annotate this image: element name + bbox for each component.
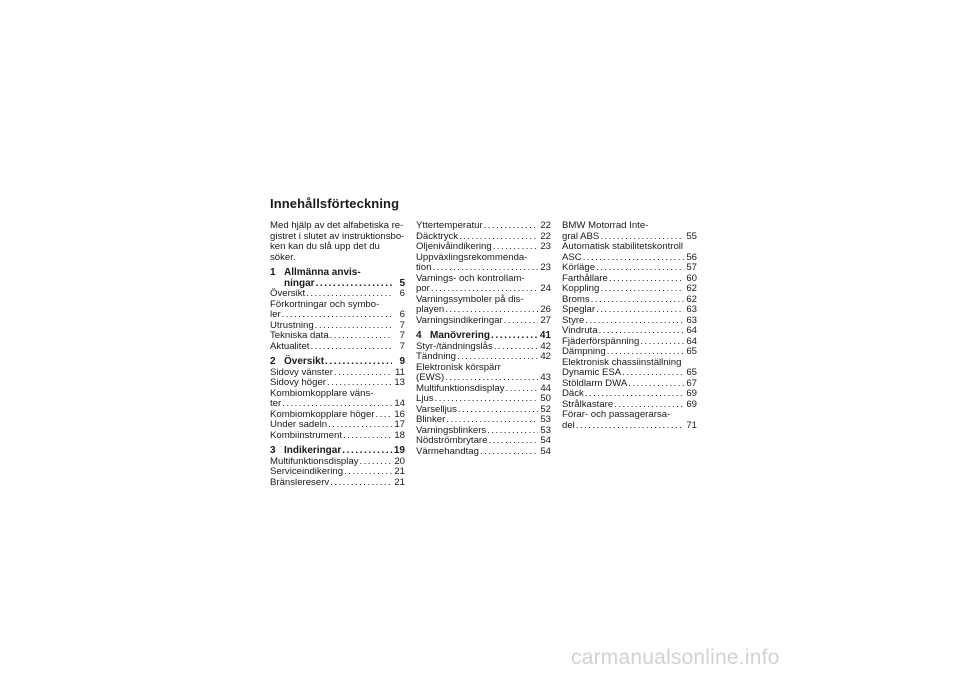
toc-column-3 xyxy=(562,221,697,431)
page-number: 64 xyxy=(686,335,697,347)
entry-title: tion xyxy=(416,262,432,273)
page-number: 22 xyxy=(540,230,551,242)
toc-entry[interactable] xyxy=(270,478,405,489)
entry-title-line: Kombiomkopplare väns- xyxy=(270,387,374,399)
toc-entry[interactable] xyxy=(270,431,405,442)
dot-leader xyxy=(506,384,538,395)
dot-leader xyxy=(596,263,684,274)
dot-leader xyxy=(360,457,392,468)
entry-title: ter xyxy=(270,398,282,409)
dot-leader xyxy=(576,421,684,432)
entry-title: Koppling xyxy=(562,283,600,294)
chapter-title: Översikt xyxy=(284,356,325,367)
entry-title: Värmehandtag xyxy=(416,445,479,457)
toc-entry[interactable] xyxy=(416,394,551,405)
dot-leader xyxy=(504,316,538,327)
dot-leader xyxy=(494,342,538,353)
toc-entry[interactable] xyxy=(270,378,405,389)
page-number: 22 xyxy=(540,220,551,231)
page-title: Innehållsförteckning xyxy=(270,196,400,211)
page-number: 21 xyxy=(394,476,405,488)
toc-entry[interactable] xyxy=(416,274,551,295)
dot-leader xyxy=(480,447,538,458)
dot-leader xyxy=(585,316,684,327)
dot-leader xyxy=(282,399,392,410)
toc-entry[interactable] xyxy=(562,305,697,316)
toc-entry[interactable] xyxy=(270,389,405,410)
entry-title: por xyxy=(416,283,430,294)
entry-title: Sidovy vänster xyxy=(270,366,333,378)
page-number: 71 xyxy=(686,419,697,431)
dot-leader xyxy=(431,284,538,295)
entry-title: Aktualitet xyxy=(270,340,310,352)
toc-entry[interactable] xyxy=(416,221,551,232)
page-number: 69 xyxy=(686,388,697,399)
toc-entry[interactable] xyxy=(562,389,697,400)
page-number: 16 xyxy=(394,408,405,420)
dot-leader xyxy=(376,410,392,421)
entry-title: Multifunktionsdisplay xyxy=(270,455,359,467)
page-number: 63 xyxy=(686,314,697,326)
entry-title: ler xyxy=(270,309,281,320)
dot-leader xyxy=(491,331,538,342)
toc-column-2 xyxy=(416,221,551,457)
page-number: 7 xyxy=(399,330,405,341)
page-number: 67 xyxy=(686,377,697,389)
page-number: 69 xyxy=(686,398,697,410)
entry-title: Vindruta xyxy=(562,325,598,336)
chapter-2-entries xyxy=(270,368,405,442)
page-number: 43 xyxy=(540,372,551,383)
entry-title: Däcktryck xyxy=(416,230,459,242)
entry-title: Farthållare xyxy=(562,272,608,284)
chapter-1-heading[interactable] xyxy=(270,268,405,289)
page-number: 14 xyxy=(394,398,405,409)
entry-title: (EWS) xyxy=(416,372,445,383)
page-number: 5 xyxy=(399,277,405,289)
entry-title: Bränslereserv xyxy=(270,476,330,488)
page-number: 65 xyxy=(686,367,697,378)
chapter-number: 3 xyxy=(270,445,276,456)
toc-column-1 xyxy=(270,221,405,488)
toc-entry[interactable] xyxy=(270,300,405,321)
toc-entry[interactable] xyxy=(562,263,697,274)
entry-title-line: BMW Motorrad Inte- xyxy=(562,220,649,231)
chapter-1-entries xyxy=(270,289,405,352)
page-number: 26 xyxy=(540,304,551,315)
toc-entry[interactable] xyxy=(416,363,551,384)
toc-entry[interactable] xyxy=(562,410,697,431)
intro-line: ken kan du slå upp det du söker. xyxy=(270,241,380,263)
chapter-title: Indikeringar xyxy=(284,445,342,456)
intro-text xyxy=(270,221,405,263)
entry-title: Multifunktionsdisplay xyxy=(416,382,505,394)
entry-title: Styre xyxy=(562,314,585,326)
page-number: 62 xyxy=(686,293,697,305)
dot-leader xyxy=(458,405,538,416)
entry-title: Varningsblinkers xyxy=(416,424,487,436)
dot-leader xyxy=(330,331,392,342)
entry-title: ASC xyxy=(562,251,582,263)
dot-leader xyxy=(306,289,392,300)
page-number: 63 xyxy=(686,304,697,315)
chapter-3-heading[interactable] xyxy=(270,446,405,457)
toc-entry[interactable] xyxy=(416,447,551,458)
page-number: 18 xyxy=(394,429,405,441)
page-number: 6 xyxy=(399,309,405,320)
dot-leader xyxy=(583,253,684,264)
page-number: 9 xyxy=(399,356,405,367)
intro-line: Med hjälp av det alfabetiska re- xyxy=(270,220,404,231)
dot-leader xyxy=(607,347,684,358)
dot-leader xyxy=(316,279,392,290)
toc-entry[interactable] xyxy=(416,415,551,426)
dot-leader xyxy=(328,420,392,431)
dot-leader xyxy=(325,357,392,368)
page-number: 23 xyxy=(540,262,551,273)
entry-title: gral ABS xyxy=(562,230,600,242)
toc-entry[interactable] xyxy=(562,347,697,358)
page-number: 21 xyxy=(394,466,405,477)
chapter-number: 1 xyxy=(270,267,276,278)
entry-title: Dynamic ESA xyxy=(562,367,622,378)
dot-leader xyxy=(484,221,538,232)
dot-leader xyxy=(609,274,684,285)
page-number: 7 xyxy=(399,319,405,331)
dot-leader xyxy=(600,284,684,295)
dot-leader xyxy=(591,295,684,306)
dot-leader xyxy=(457,352,538,363)
page-number: 57 xyxy=(686,262,697,273)
entry-title-line: Varnings- och kontrollam- xyxy=(416,272,525,284)
watermark: carmanualsonline.info xyxy=(571,646,780,669)
toc-entry[interactable] xyxy=(270,420,405,431)
toc-entry[interactable] xyxy=(562,242,697,263)
dot-leader xyxy=(493,242,538,253)
entry-title-line: Elektronisk chassiinställning xyxy=(562,356,682,368)
dot-leader xyxy=(432,263,538,274)
dot-leader xyxy=(435,394,538,405)
dot-leader xyxy=(640,337,684,348)
page-number: 42 xyxy=(540,340,551,352)
entry-title: Kombiomkopplare höger xyxy=(270,408,375,420)
toc-entry[interactable] xyxy=(416,295,551,316)
entry-title-line: Elektronisk körspärr xyxy=(416,361,501,373)
entry-title: Nödströmbrytare xyxy=(416,435,488,446)
page-number: 50 xyxy=(540,393,551,404)
entry-title: Utrustning xyxy=(270,319,314,331)
entry-title-line: Automatisk stabilitetskontroll xyxy=(562,241,684,252)
toc-entry[interactable] xyxy=(416,352,551,363)
dot-leader xyxy=(334,368,392,379)
chapter-title: Manövrering xyxy=(430,330,491,341)
dot-leader xyxy=(327,378,392,389)
chapter-number: 2 xyxy=(270,356,276,367)
page-number: 42 xyxy=(540,351,551,362)
chapter-title: ningar xyxy=(284,277,315,289)
entry-title: Broms xyxy=(562,293,590,305)
entry-title: Tekniska data xyxy=(270,330,329,341)
entry-title: del xyxy=(562,419,575,431)
dot-leader xyxy=(445,305,538,316)
toc-entry[interactable] xyxy=(270,289,405,300)
page-number: 56 xyxy=(686,251,697,263)
toc-entry[interactable] xyxy=(416,316,551,327)
entry-title-line: Förkortningar och symbo- xyxy=(270,298,380,310)
entry-title: Yttertemperatur xyxy=(416,220,483,231)
toc-entry[interactable] xyxy=(416,253,551,274)
toc-entry[interactable] xyxy=(562,221,697,242)
entry-title: Däck xyxy=(562,388,584,399)
entry-title: Dämpning xyxy=(562,346,606,357)
page-number: 17 xyxy=(394,419,405,430)
page-number: 54 xyxy=(540,435,551,446)
page-number: 11 xyxy=(395,366,405,378)
entry-title: Tändning xyxy=(416,351,457,362)
page-number: 41 xyxy=(539,330,551,341)
dot-leader xyxy=(310,342,392,353)
dot-leader xyxy=(599,326,684,337)
page-number: 19 xyxy=(393,445,405,456)
dot-leader xyxy=(622,368,684,379)
page-number: 7 xyxy=(399,340,405,352)
page-number: 52 xyxy=(540,403,551,415)
page-number: 53 xyxy=(540,424,551,436)
dot-leader xyxy=(628,379,684,390)
entry-title-line: Varningssymboler på dis- xyxy=(416,293,524,305)
page-number: 23 xyxy=(540,241,551,252)
toc-entry[interactable] xyxy=(270,467,405,478)
dot-leader xyxy=(585,389,684,400)
page-number: 44 xyxy=(540,382,551,394)
page-number: 64 xyxy=(686,325,697,336)
dot-leader xyxy=(446,415,538,426)
page-number: 27 xyxy=(540,314,551,326)
entry-title: Oljenivåindikering xyxy=(416,241,492,252)
entry-title: Serviceindikering xyxy=(270,466,344,477)
page-number: 53 xyxy=(540,414,551,425)
toc-entry[interactable] xyxy=(416,384,551,395)
entry-title: Sidovy höger xyxy=(270,377,326,388)
toc-entry[interactable] xyxy=(562,284,697,295)
toc-entry[interactable] xyxy=(562,326,697,337)
toc-entry[interactable] xyxy=(270,342,405,353)
toc-entry[interactable] xyxy=(416,242,551,253)
page-number: 60 xyxy=(686,272,697,284)
entry-title: Stöldlarm DWA xyxy=(562,377,628,389)
page-number: 6 xyxy=(399,288,405,299)
entry-title: Körläge xyxy=(562,262,596,273)
dot-leader xyxy=(488,436,538,447)
page-number: 65 xyxy=(686,346,697,357)
dot-leader xyxy=(445,373,538,384)
chapter-4-heading[interactable] xyxy=(416,331,551,342)
dot-leader xyxy=(596,305,684,316)
dot-leader xyxy=(330,478,392,489)
entry-title: playen xyxy=(416,304,445,315)
page-number: 20 xyxy=(394,455,405,467)
entry-title-line: Uppväxlingsrekommenda- xyxy=(416,251,528,263)
chapter-number: 4 xyxy=(416,330,422,341)
entry-title: Ljus xyxy=(416,393,434,404)
entry-title: Strålkastare xyxy=(562,398,614,410)
toc-entry[interactable] xyxy=(270,331,405,342)
dot-leader xyxy=(487,426,538,437)
entry-title: Under sadeln xyxy=(270,419,328,430)
page-number: 62 xyxy=(686,283,697,294)
page-number: 54 xyxy=(540,445,551,457)
dot-leader xyxy=(343,431,392,442)
entry-title: Speglar xyxy=(562,304,596,315)
entry-title: Styr-/tändningslås xyxy=(416,340,493,352)
entry-title: Varselljus xyxy=(416,403,457,415)
dot-leader xyxy=(342,446,392,457)
dot-leader xyxy=(344,467,392,478)
chapter-2-heading[interactable] xyxy=(270,357,405,368)
entry-title: Kombiinstrument xyxy=(270,429,342,441)
chapter-3-entries xyxy=(270,457,405,489)
page-number: 13 xyxy=(394,377,405,388)
entry-title: Översikt xyxy=(270,288,306,299)
page-number: 24 xyxy=(540,283,551,294)
entry-title-line: Förar- och passagerarsa- xyxy=(562,409,671,420)
entry-title: Varningsindikeringar xyxy=(416,314,503,326)
chapter-title-line: Allmänna anvis- xyxy=(284,267,361,278)
entry-title: Blinker xyxy=(416,414,446,425)
dot-leader xyxy=(282,310,392,321)
toc-entry[interactable] xyxy=(416,436,551,447)
page-number: 55 xyxy=(686,230,697,242)
entry-title: Fjäderförspänning xyxy=(562,335,640,347)
toc-entry[interactable] xyxy=(562,358,697,379)
intro-line: gistret i slutet av instruktionsbo- xyxy=(270,230,405,242)
